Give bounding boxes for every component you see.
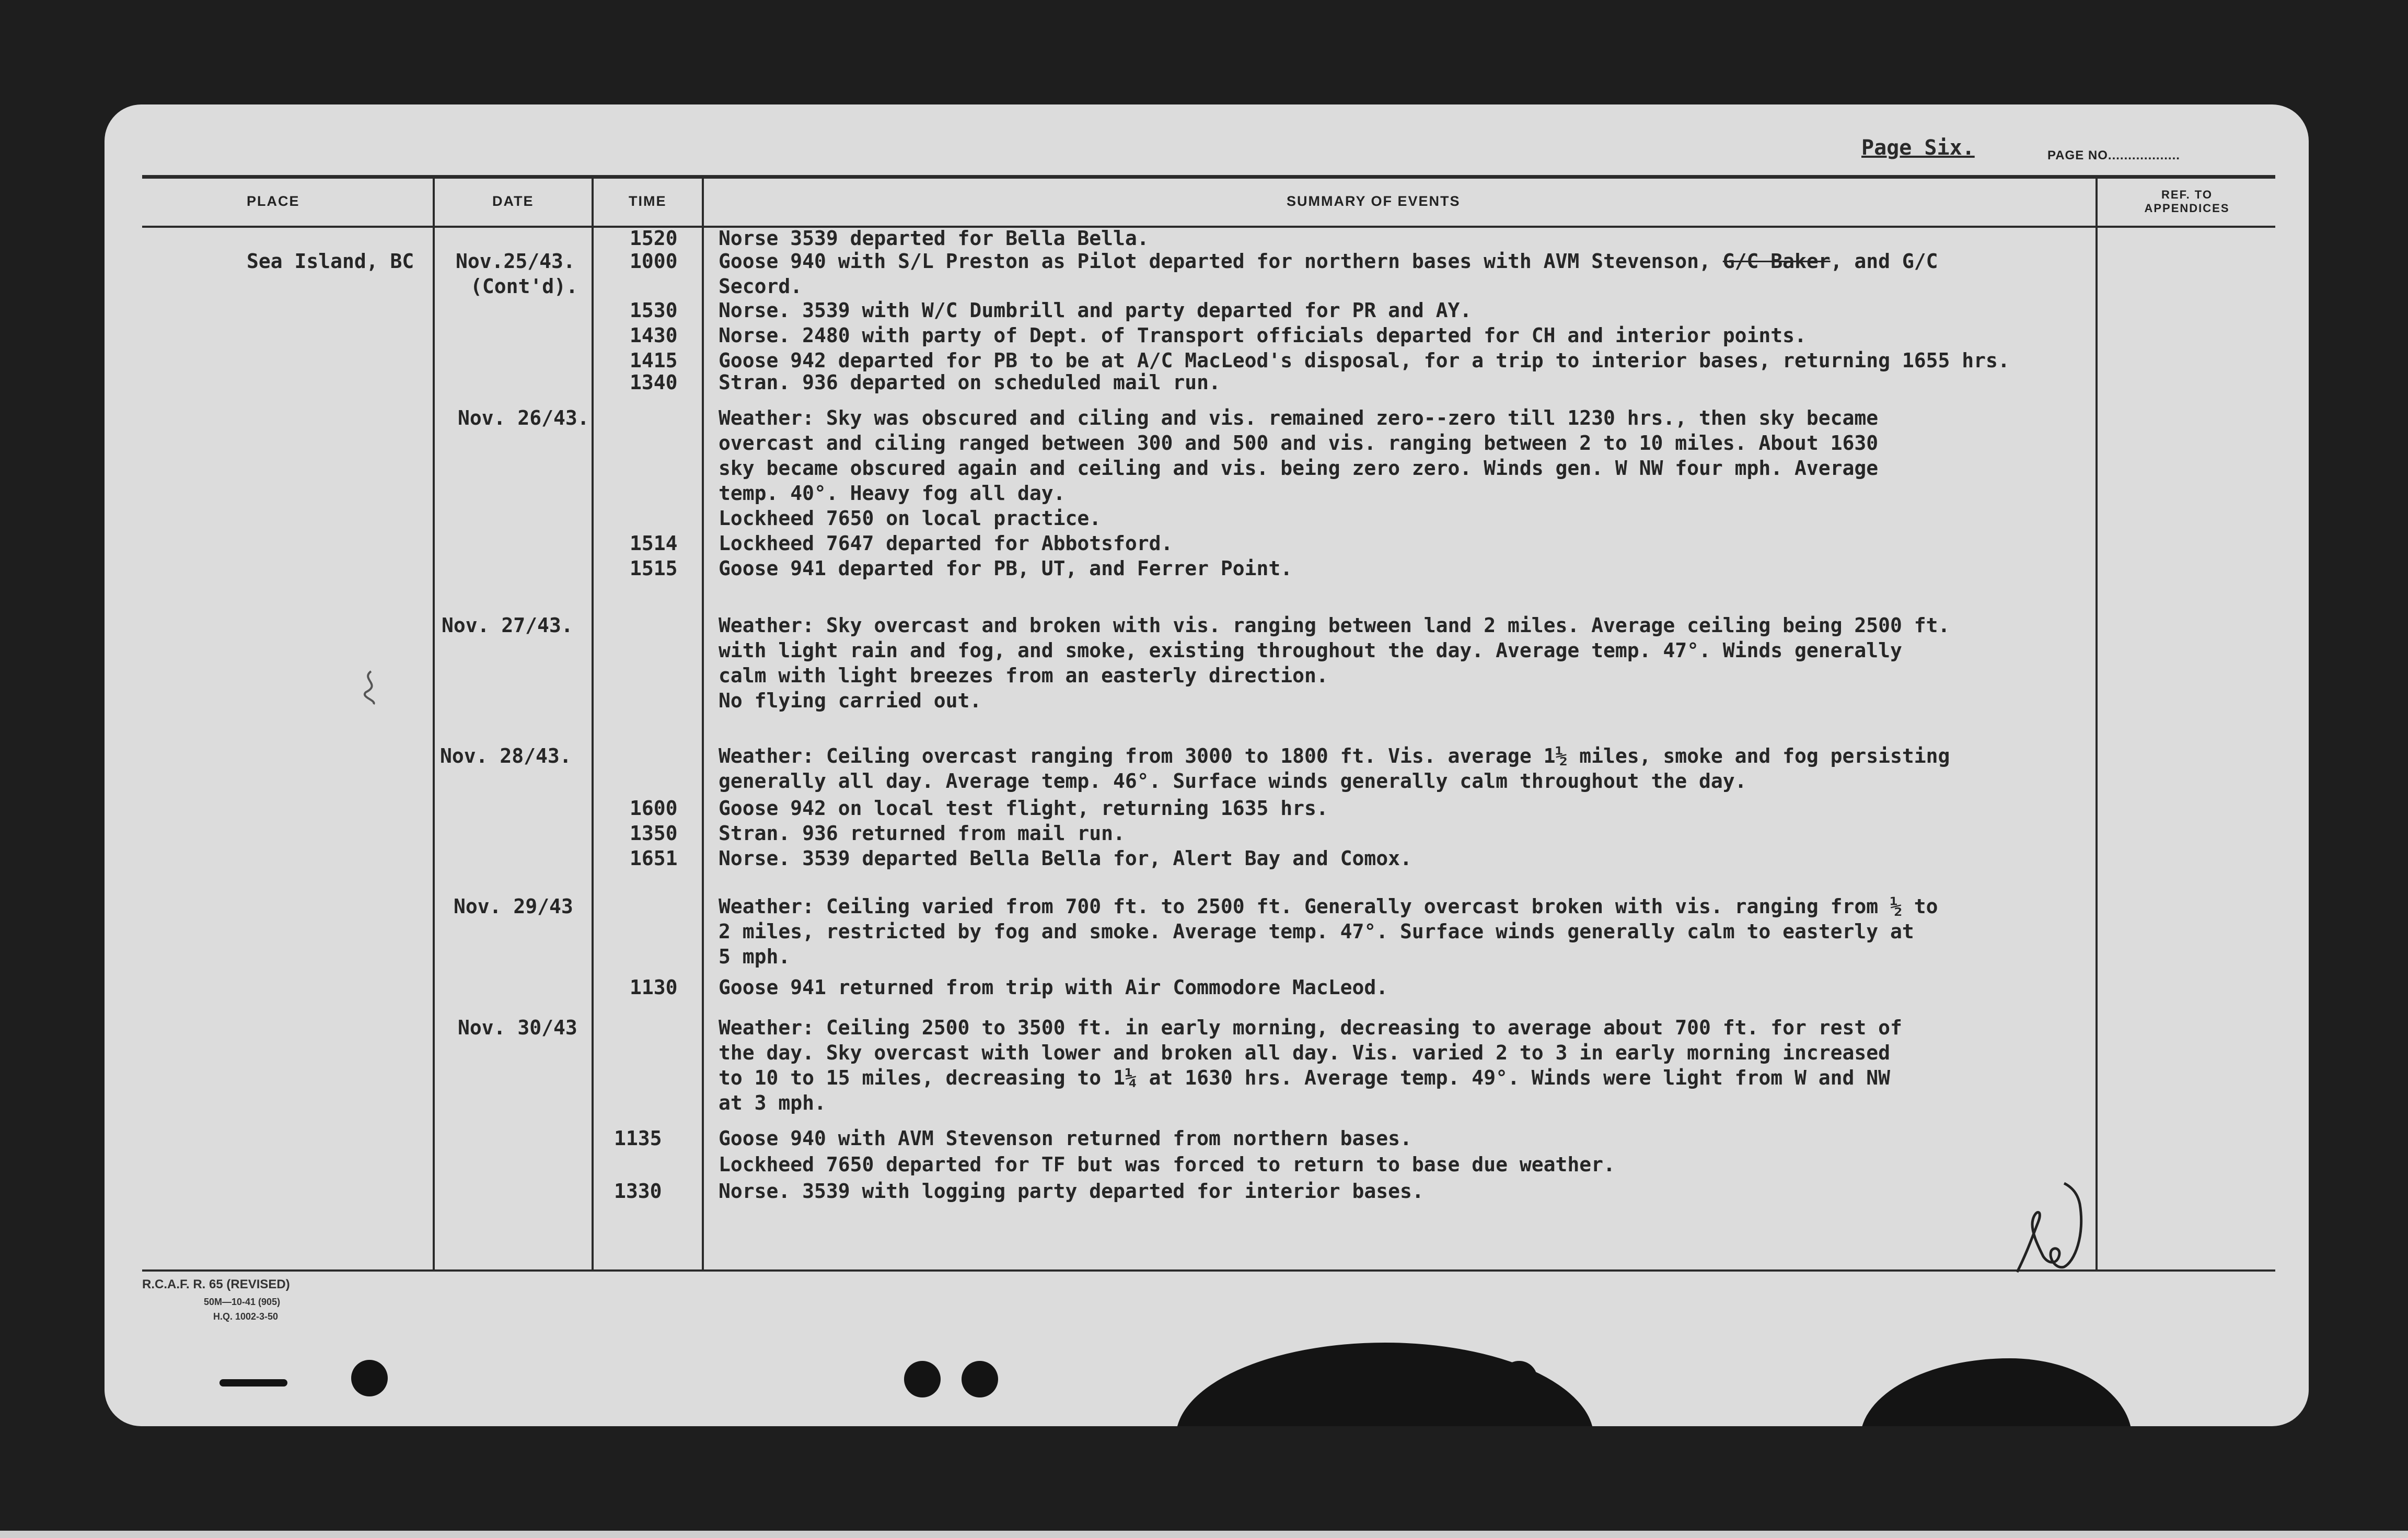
summary-line: Goose 942 on local test flight, returning 1635 hrs. (719, 797, 1328, 820)
divider-time-summary (702, 179, 704, 1271)
divider-date-time (592, 179, 594, 1271)
date-entry: Nov. 28/43. (440, 744, 572, 767)
summary-line: the day. Sky overcast with lower and broken all day. Vis. varied 2 to 3 in early morning increased (719, 1041, 1891, 1064)
form-code-line3: H.Q. 1002-3-50 (213, 1311, 279, 1322)
footer-rule (142, 1269, 2275, 1272)
header-ref-line1: REF. TO (2161, 188, 2213, 201)
time-entry: 1530 (630, 299, 678, 322)
initials-signature (2007, 1173, 2101, 1277)
summary-line: Goose 941 returned from trip with Air Commodore MacLeod. (719, 976, 1388, 999)
summary-line: overcast and ciling ranged between 300 and 500 and vis. ranging between 2 to 10 miles. About 1630 (719, 432, 1879, 455)
binder-mark (1176, 1343, 1594, 1426)
time-entry: 1130 (630, 976, 678, 999)
time-entry: 1514 (630, 532, 678, 555)
binder-mark (1860, 1358, 2132, 1426)
punch-hole (904, 1361, 941, 1397)
summary-line: Secord. (719, 275, 803, 298)
divider-summary-ref (2096, 179, 2098, 1271)
header-bottom-rule (142, 226, 2275, 228)
summary-line: Weather: Ceiling varied from 700 ft. to 2500 ft. Generally overcast broken with vis. ranging from ½ to (719, 895, 1938, 918)
time-entry: 1350 (630, 822, 678, 845)
binder-mark (219, 1379, 287, 1386)
summary-line: Norse. 2480 with party of Dept. of Transport officials departed for CH and interior points. (719, 324, 1807, 347)
header-summary: SUMMARY OF EVENTS (1287, 193, 1461, 209)
header-ref-appendices (2106, 188, 2268, 215)
time-entry: 1000 (630, 250, 678, 273)
header-ref-line2: APPENDICES (2144, 202, 2230, 215)
time-entry: 1415 (630, 349, 678, 372)
summary-line: Goose 941 departed for PB, UT, and Ferrer Point. (719, 557, 1293, 580)
summary-line: generally all day. Average temp. 46°. Surface winds generally calm throughout the day. (719, 770, 1747, 793)
summary-line: to 10 to 15 miles, decreasing to 1¼ at 1630 hrs. Average temp. 49°. Winds were light from W and NW (719, 1066, 1891, 1089)
header-place: PLACE (247, 193, 300, 209)
punch-hole (351, 1360, 388, 1396)
pencil-mark (355, 669, 387, 705)
summary-line: Goose 940 with AVM Stevenson returned from northern bases. (719, 1127, 1412, 1150)
time-entry: 1600 (630, 797, 678, 820)
form-code-line1: R.C.A.F. R. 65 (REVISED) (142, 1277, 290, 1291)
time-entry: 1651 (630, 847, 678, 870)
summary-line: with light rain and fog, and smoke, existing throughout the day. Average temp. 47°. Winds generally (719, 639, 1902, 662)
punch-hole (962, 1361, 998, 1397)
summary-line: Goose 940 with S/L Preston as Pilot departed for northern bases with AVM Stevenson, G/C Baker, and G/C (719, 250, 1938, 273)
date-entry: Nov. 30/43 (458, 1016, 577, 1039)
summary-line: calm with light breezes from an easterly direction. (719, 664, 1328, 687)
summary-line: Stran. 936 departed on scheduled mail run. (719, 371, 1221, 394)
summary-line: Norse 3539 departed for Bella Bella. (719, 227, 1149, 250)
time-entry: 1340 (630, 371, 678, 394)
summary-line: Norse. 3539 with logging party departed for interior bases. (719, 1180, 1424, 1203)
time-entry: 1430 (630, 324, 678, 347)
divider-place-date (433, 179, 435, 1271)
diary-form-card (105, 104, 2309, 1426)
summary-line: Weather: Ceiling overcast ranging from 3000 to 1800 ft. Vis. average 1½ miles, smoke and fog persisting (719, 744, 1950, 767)
struck-text: G/C Baker (1722, 250, 1831, 273)
summary-line: sky became obscured again and ceiling and vis. being zero zero. Winds gen. W NW four mph. Average (719, 457, 1879, 480)
summary-line: Lockheed 7647 departed for Abbotsford. (719, 532, 1173, 555)
form-code-line2: 50M—10-41 (905) (204, 1297, 281, 1307)
summary-line: Lockheed 7650 on local practice. (719, 507, 1102, 530)
page-no-label: PAGE NO.................. (2047, 148, 2180, 162)
summary-line: Weather: Ceiling 2500 to 3500 ft. in early morning, decreasing to average about 700 ft. for rest of (719, 1016, 1902, 1039)
summary-line: Stran. 936 returned from mail run. (719, 822, 1125, 845)
time-entry: 1330 (614, 1180, 662, 1203)
date-entry: Nov. 26/43. (458, 406, 589, 429)
summary-line: Norse. 3539 departed Bella Bella for, Alert Bay and Comox. (719, 847, 1412, 870)
page-label: Page Six. (1861, 136, 1975, 160)
time-entry: 1520 (630, 227, 678, 250)
summary-line: No flying carried out. (719, 689, 982, 712)
time-entry: 1135 (614, 1127, 662, 1150)
summary-line: Weather: Sky was obscured and ciling and vis. remained zero--zero till 1230 hrs., then sky became (719, 406, 1879, 429)
time-entry: 1515 (630, 557, 678, 580)
summary-line: temp. 40°. Heavy fog all day. (719, 482, 1066, 505)
date-entry: Nov.25/43. (456, 250, 575, 273)
summary-line: Weather: Sky overcast and broken with vis. ranging between land 2 miles. Average ceiling being 2500 ft. (719, 614, 1950, 637)
header-date: DATE (492, 193, 534, 209)
summary-line: 2 miles, restricted by fog and smoke. Average temp. 47°. Surface winds generally calm to easterly at (719, 920, 1914, 943)
summary-line: 5 mph. (719, 945, 791, 968)
summary-line: Goose 942 departed for PB to be at A/C MacLeod's disposal, for a trip to interior bases, returning 1655 hrs. (719, 349, 2010, 372)
date-entry-cont: (Cont'd). (470, 275, 578, 298)
summary-line: at 3 mph. (719, 1091, 826, 1114)
place-value: Sea Island, BC (247, 250, 414, 273)
date-entry: Nov. 29/43 (454, 895, 573, 918)
scan-edge (0, 1531, 2408, 1538)
header-time: TIME (629, 193, 667, 209)
date-entry: Nov. 27/43. (442, 614, 573, 637)
header-top-rule (142, 175, 2275, 179)
summary-line: Lockheed 7650 departed for TF but was forced to return to base due weather. (719, 1153, 1615, 1176)
summary-line: Norse. 3539 with W/C Dumbrill and party departed for PR and AY. (719, 299, 1472, 322)
